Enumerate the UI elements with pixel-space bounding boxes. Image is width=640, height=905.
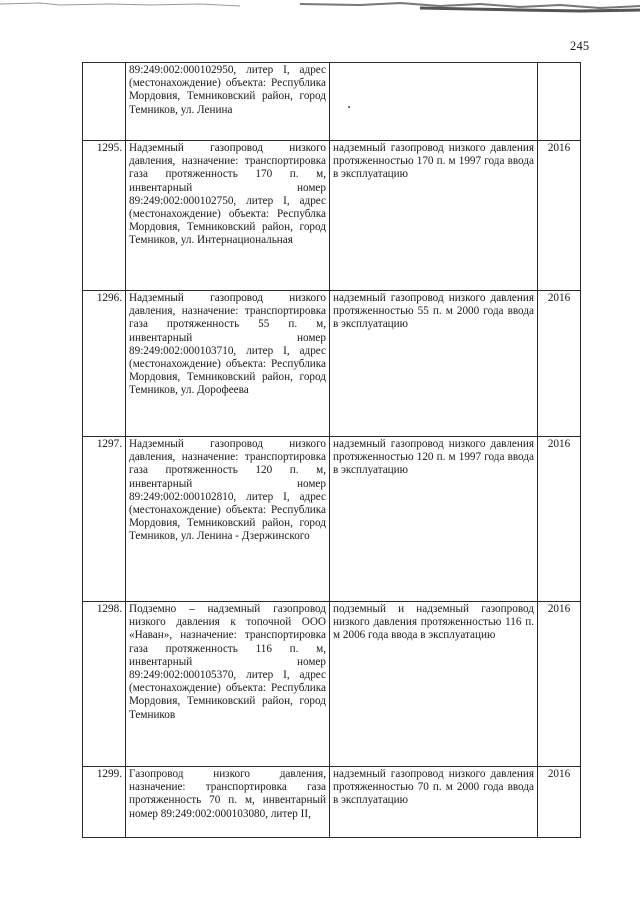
row-number: 1299. xyxy=(83,767,126,838)
transfer-year: 2016 xyxy=(538,141,581,291)
table-row xyxy=(83,291,581,437)
row-number: 1297. xyxy=(83,437,126,602)
object-description: Надземный газопровод низкого давления, назначение: транспортировка газа протяженность 120 п. м, инвентарный номер 89:249:002:000102810, литер I, адрес (местонахождение) объекта: Республика Мордовия, Темниковский район, город Темников, ул. Ленина - Дзержинского xyxy=(126,437,330,602)
scan-edge-artifact xyxy=(0,0,640,14)
object-characteristics: подземный и надземный газопровод низкого давления протяженностью 116 п. м 2006 года ввода в эксплуатацию xyxy=(330,602,538,767)
table-row xyxy=(83,141,581,291)
object-characteristics: надземный газопровод низкого давления протяженностью 70 п. м 2000 года ввода в эксплуатацию xyxy=(330,767,538,838)
transfer-year: 2016 xyxy=(538,767,581,838)
transfer-year: 2016 xyxy=(538,437,581,602)
table-row xyxy=(83,437,581,602)
transfer-year: 2016 xyxy=(538,602,581,767)
property-registry-table xyxy=(82,62,581,838)
object-characteristics: надземный газопровод низкого давления протяженностью 55 п. м 2000 года ввода в эксплуатацию xyxy=(330,291,538,437)
row-number: 1295. xyxy=(83,141,126,291)
object-characteristics: надземный газопровод низкого давления протяженностью 120 п. м 1997 года ввода в эксплуатацию xyxy=(330,437,538,602)
row-number xyxy=(83,63,126,141)
transfer-year: 2016 xyxy=(538,291,581,437)
object-characteristics xyxy=(330,63,538,141)
scan-speck xyxy=(348,106,350,108)
row-number: 1298. xyxy=(83,602,126,767)
row-number: 1296. xyxy=(83,291,126,437)
object-characteristics: надземный газопровод низкого давления протяженностью 170 п. м 1997 года ввода в эксплуатацию xyxy=(330,141,538,291)
object-description: Надземный газопровод низкого давления, назначение: транспортировка газа протяженность 170 п. м, инвентарный номер 89:249:002:000102750, литер I, адрес (местонахождение) объекта: Республка Мордовия, Темниковский район, город Темников, ул. Интернациональная xyxy=(126,141,330,291)
table-row xyxy=(83,602,581,767)
object-description: Надземный газопровод низкого давления, назначение: транспортировка газа протяженность 55 п. м, инвентарный номер 89:249:002:000103710, литер I, адрес (местонахождение) объекта: Республика Мордовия, Темниковский район, город Темников, ул. Дорофеева xyxy=(126,291,330,437)
object-description: Газопровод низкого давления, назначение: транспортировка газа протяженность 70 п. м, инвентарный номер 89:249:002:000103080, литер II, xyxy=(126,767,330,838)
page-number: 245 xyxy=(570,39,590,53)
table-row xyxy=(83,767,581,838)
object-description: Подземно – надземный газопровод низкого давления к топочной ООО «Наван», назначение: транспортировка газа протяженность 116 п. м, инвентарный номер 89:249:002:000105370, литер I, адрес (местонахождение) объекта: Республика Мордовия, Темниковский район, город Темников xyxy=(126,602,330,767)
object-description: 89:249:002:000102950, литер I, адрес (местонахождение) объекта: Республика Мордовия, Темниковский район, город Темников, ул. Ленина xyxy=(126,63,330,141)
table-row xyxy=(83,63,581,141)
transfer-year xyxy=(538,63,581,141)
